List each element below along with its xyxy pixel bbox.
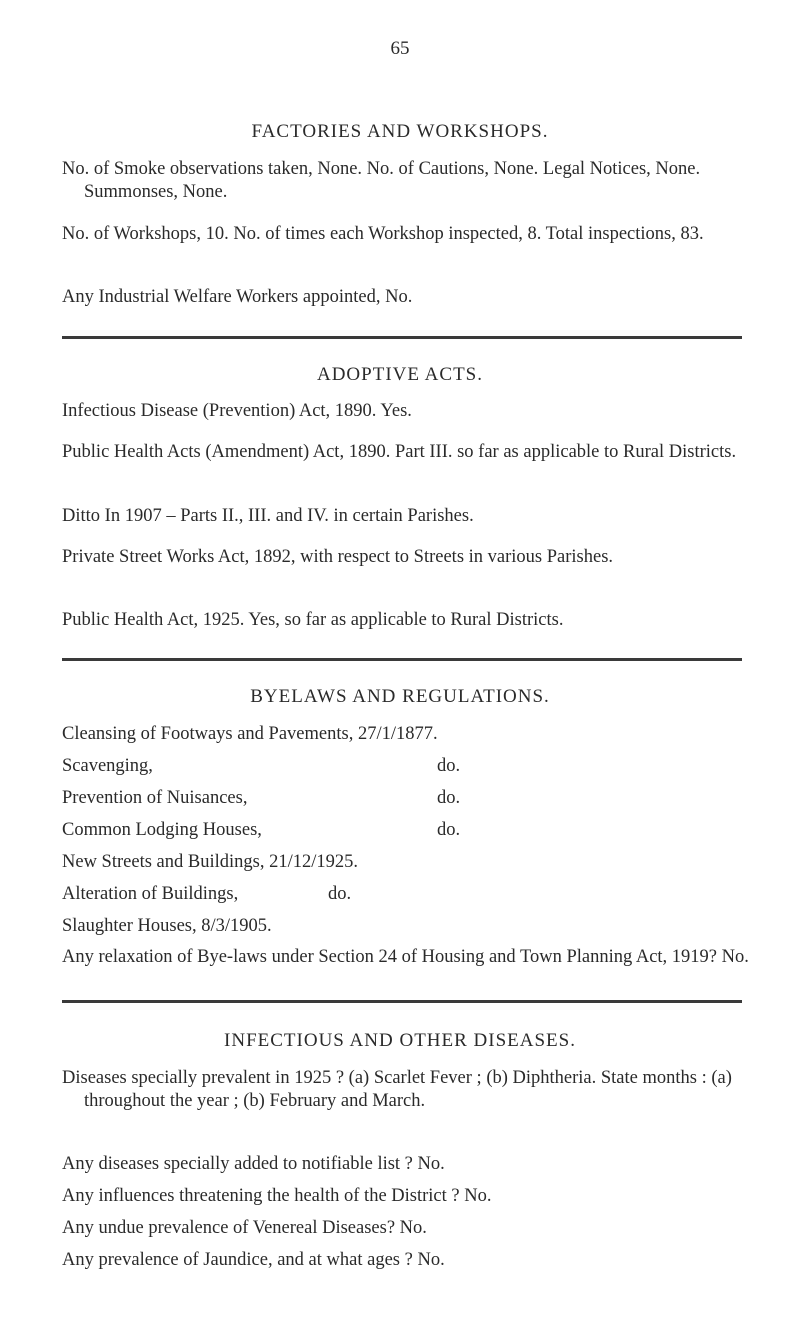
byelaw-row <box>62 787 461 810</box>
section-divider <box>62 1000 742 1003</box>
paragraph-jaundice: Any prevalence of Jaundice, and at what ages ? No. <box>62 1250 445 1270</box>
paragraph-private-street-works: Private Street Works Act, 1892, with respect to Streets in various Parishes. <box>62 547 614 567</box>
section-heading-adoptive-acts: ADOPTIVE ACTS. <box>316 364 483 385</box>
paragraph-venereal-diseases: Any undue prevalence of Venereal Diseases? No. <box>62 1218 427 1238</box>
paragraph-infectious-disease-act: Infectious Disease (Prevention) Act, 1890. Yes. <box>62 401 412 421</box>
paragraph-notifiable-list: Any diseases specially added to notifiable list ? No. <box>62 1154 445 1174</box>
byelaw-date: do. <box>437 756 461 776</box>
paragraph-public-health-acts: Public Health Acts (Amendment) Act, 1890. Part III. so far as applicable to Rural Districts. <box>62 442 737 462</box>
paragraph-welfare-workers: Any Industrial Welfare Workers appointed, No. <box>62 287 413 307</box>
byelaw-label: Prevention of Nuisances, <box>62 788 248 808</box>
byelaw-row <box>62 755 461 778</box>
byelaw-row <box>62 723 438 746</box>
paragraph-workshops: No. of Workshops, 10. No. of times each Workshop inspected, 8. Total inspections, 83. <box>62 224 704 244</box>
byelaw-row <box>62 819 461 842</box>
byelaw-label: Scavenging, <box>62 756 153 776</box>
section-divider <box>62 658 742 661</box>
paragraph-smoke-observations: No. of Smoke observations taken, None. No. of Cautions, None. Legal Notices, None. Summonses, None. <box>62 159 701 202</box>
byelaw-row <box>62 883 352 906</box>
byelaw-label: Cleansing of Footways and Pavements, 27/1/1877. <box>62 724 438 744</box>
page-number: 65 <box>390 38 410 59</box>
byelaw-date: do. <box>437 820 461 840</box>
paragraph-byelaw-relaxation: Any relaxation of Bye-laws under Section 24 of Housing and Town Planning Act, 1919? No. <box>62 947 749 967</box>
byelaw-row <box>62 851 358 874</box>
paragraph-public-health-act-1925: Public Health Act, 1925. Yes, so far as applicable to Rural Districts. <box>62 610 564 630</box>
paragraph-ditto-1907: Ditto In 1907 – Parts II., III. and IV. in certain Parishes. <box>62 506 474 526</box>
byelaw-date: do. <box>328 884 352 904</box>
byelaw-row <box>62 915 272 938</box>
paragraph-threatening-influences: Any influences threatening the health of the District ? No. <box>62 1186 492 1206</box>
byelaw-label: Common Lodging Houses, <box>62 820 262 840</box>
section-heading-byelaws: BYELAWS AND REGULATIONS. <box>250 686 550 707</box>
byelaw-label: Slaughter Houses, 8/3/1905. <box>62 916 272 936</box>
section-heading-factories: FACTORIES AND WORKSHOPS. <box>251 121 549 142</box>
byelaw-date: do. <box>437 788 461 808</box>
section-heading-infectious-diseases: INFECTIOUS AND OTHER DISEASES. <box>224 1030 576 1051</box>
byelaw-label: New Streets and Buildings, 21/12/1925. <box>62 852 358 872</box>
section-divider <box>62 336 742 339</box>
paragraph-prevalent-diseases: Diseases specially prevalent in 1925 ? (a) Scarlet Fever ; (b) Diphtheria. State months : (a) throughout the year ; (b) February and March. <box>62 1068 732 1111</box>
byelaw-label: Alteration of Buildings, <box>62 884 239 904</box>
